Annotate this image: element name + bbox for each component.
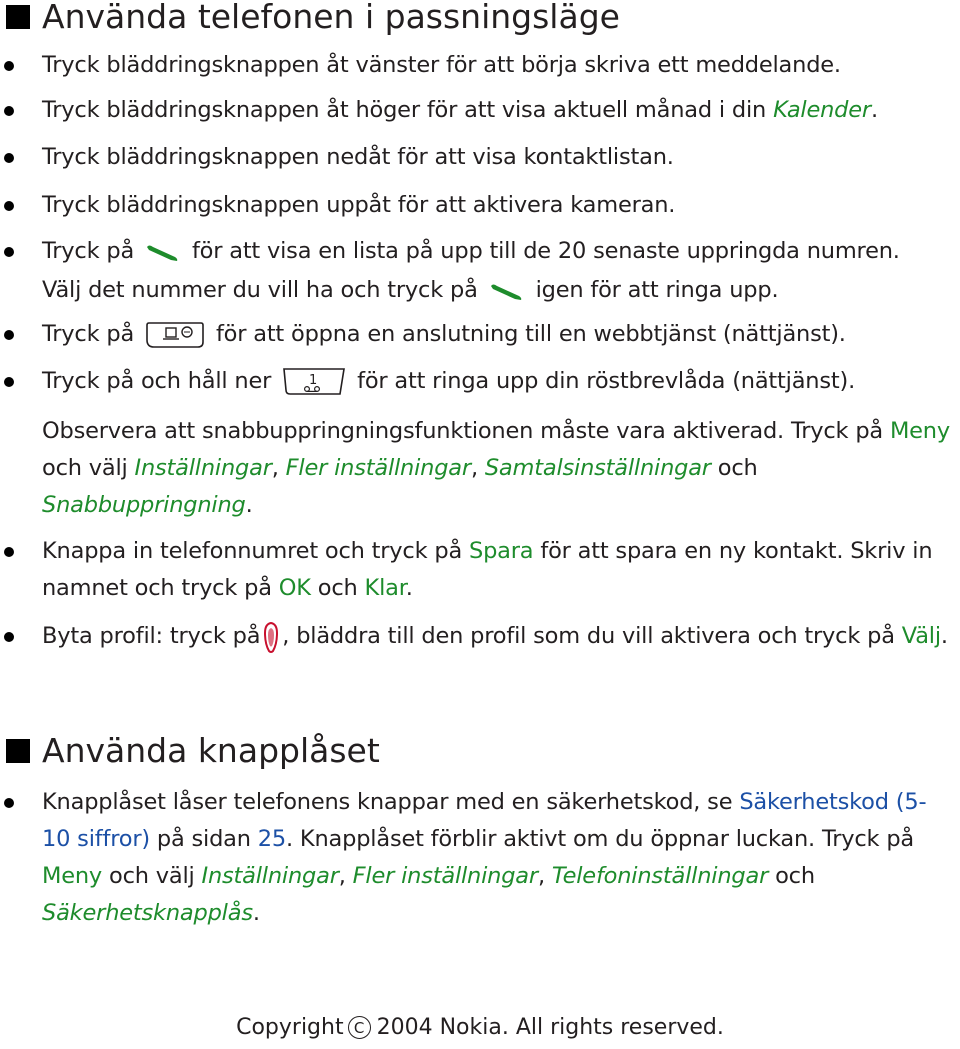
list-item: Knapplåset låser telefonens knappar med en säkerhetskod, se Säkerhetskod (5-10 siffror) på sidan 25. Knapplåset förblir aktivt om du öppnar luckan. Tryck på Meny och välj Inställningar, Fler inställningar, Telefoninställningar och Säkerhetsknapplås. — [42, 784, 954, 932]
speed-dial-link[interactable]: Snabbuppringning — [42, 492, 246, 518]
more-settings-link[interactable]: Fler inställningar — [352, 863, 538, 889]
bullet-icon — [4, 547, 14, 557]
list-item: Tryck bläddringsknappen uppåt för att aktivera kameran. — [42, 187, 954, 224]
list-item: Tryck på för att visa en lista på upp till de 20 senaste uppringda numren. — [42, 233, 954, 270]
heading-square-icon — [6, 5, 30, 29]
bullet-icon — [4, 106, 14, 116]
menu-link[interactable]: Meny — [889, 418, 950, 444]
list-item: Tryck bläddringsknappen åt höger för att visa aktuell månad i din Kalender. — [42, 92, 954, 129]
bullet-icon — [4, 61, 14, 71]
list-item: Byta profil: tryck på , bläddra till den profil som du vill aktivera och tryck på Välj. — [42, 618, 954, 655]
section-heading-standby — [6, 0, 620, 37]
bullet-icon — [4, 153, 14, 163]
list-item: Tryck på och håll ner 1 för att ringa upp din röstbrevlåda (nättjänst). — [42, 363, 954, 400]
done-link[interactable]: Klar — [364, 575, 406, 601]
section-title: Använda knapplåset — [42, 731, 380, 770]
save-link[interactable]: Spara — [469, 538, 534, 564]
heading-square-icon — [6, 739, 30, 763]
ok-link[interactable]: OK — [278, 575, 311, 601]
call-settings-link[interactable]: Samtalsinställningar — [484, 455, 711, 481]
speed-dial-note: Observera att snabbuppringningsfunktionen måste vara aktiverad. Tryck på Meny och välj Inställningar, Fler inställningar, Samtalsinställningar och Snabbuppringning. — [42, 418, 950, 518]
bullet-icon — [4, 377, 14, 387]
copyright-footer: Copyright C 2004 Nokia. All rights reserved. — [236, 1015, 724, 1040]
bullet-icon — [4, 798, 14, 808]
bullet-icon — [4, 201, 14, 211]
settings-link[interactable]: Inställningar — [201, 863, 339, 889]
list-item: Tryck på för att öppna en anslutning till en webbtjänst (nättjänst). — [42, 316, 954, 353]
calendar-link[interactable]: Kalender — [773, 97, 871, 123]
list-item: Tryck bläddringsknappen åt vänster för att börja skriva ett meddelande. — [42, 47, 954, 84]
section-title: Använda telefonen i passningsläge — [42, 0, 620, 36]
list-item-continuation: Välj det nummer du vill ha och tryck på igen för att ringa upp. — [42, 277, 779, 303]
voicemail-key-icon — [282, 366, 346, 398]
web-key-icon — [145, 320, 205, 350]
call-key-icon — [145, 241, 181, 263]
settings-link[interactable]: Inställningar — [134, 455, 272, 481]
security-code-link[interactable]: Säkerhetskod (5-10 siffror) — [42, 789, 927, 852]
security-keyguard-link[interactable]: Säkerhetsknapplås — [42, 900, 253, 926]
call-key-icon — [489, 280, 525, 302]
list-item: Tryck bläddringsknappen nedåt för att visa kontaktlistan. — [42, 139, 954, 176]
svg-text:1: 1 — [309, 372, 318, 388]
page-link[interactable]: 25 — [257, 826, 287, 852]
bullet-icon — [4, 330, 14, 340]
select-link[interactable]: Välj — [901, 623, 941, 649]
power-key-icon — [262, 620, 280, 654]
menu-link[interactable]: Meny — [42, 863, 103, 889]
bullet-icon — [4, 247, 14, 257]
phone-settings-link[interactable]: Telefoninställningar — [551, 863, 769, 889]
section-heading-keyguard — [6, 731, 380, 771]
bullet-icon — [4, 632, 14, 642]
list-item: Knappa in telefonnumret och tryck på Spara för att spara en ny kontakt. Skriv in namnet och tryck på OK och Klar. — [42, 533, 954, 607]
more-settings-link[interactable]: Fler inställningar — [285, 455, 471, 481]
copyright-icon: C — [348, 1016, 371, 1039]
